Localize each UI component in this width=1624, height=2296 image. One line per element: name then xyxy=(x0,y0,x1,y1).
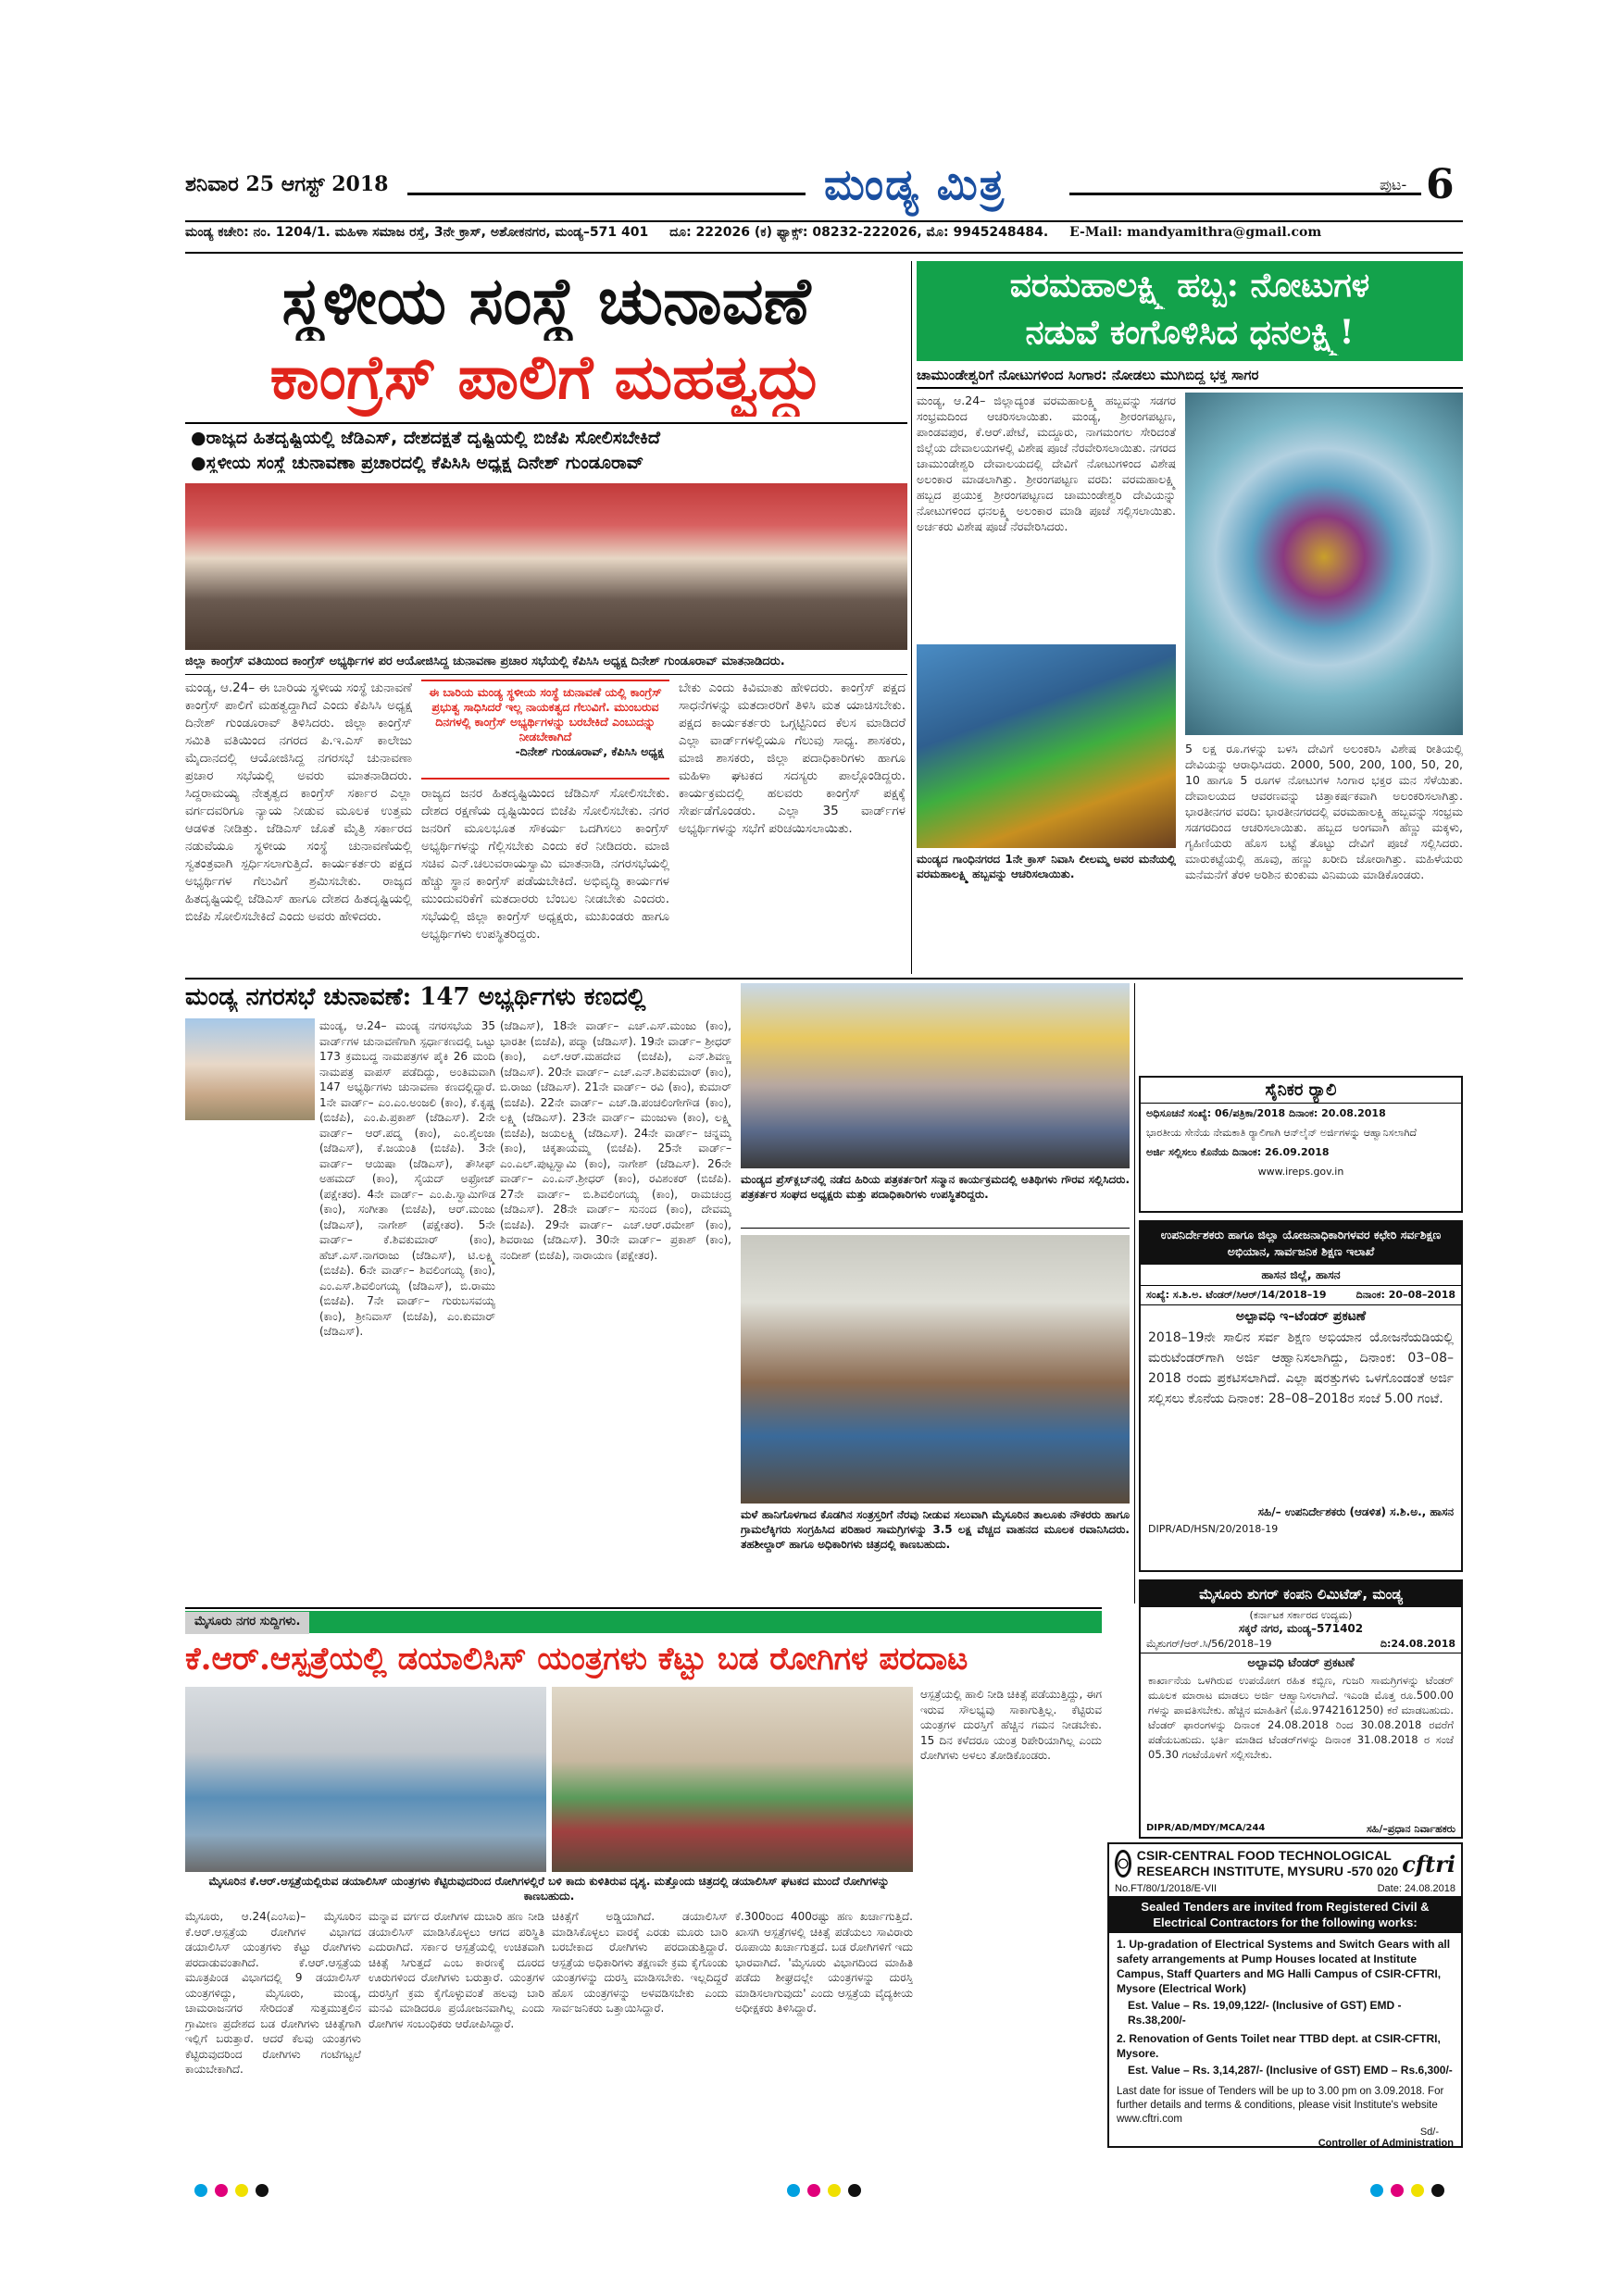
municipal-headline: ಮಂಡ್ಯ ನಗರಸಭೆ ಚುನಾವಣೆ: 147 ಅಭ್ಯರ್ಥಿಗಳು ಕಣದಲ್ಲಿ xyxy=(185,983,646,1011)
csir-emblem-icon xyxy=(1115,1850,1131,1878)
education-tender-location: ಹಾಸನ ಜಿಲ್ಲೆ, ಹಾಸನ xyxy=(1261,1267,1341,1281)
yellow-dot-icon xyxy=(1411,2184,1424,2197)
newspaper-title: ಮಂಡ್ಯ ಮಿತ್ರ xyxy=(824,159,1006,209)
registration-marks-left xyxy=(194,2183,276,2201)
cftri-title-2: RESEARCH INSTITUTE, MYSURU -570 020 xyxy=(1136,1864,1399,1878)
relief-truck-caption: ಮಳೆ ಹಾನಿಗೊಳಗಾದ ಕೊಡಗಿನ ಸಂತ್ರಸ್ತರಿಗೆ ನೆರವು ನೀಡುವ ಸಲುವಾಗಿ ಮೈಸೂರಿನ ತಾಲೂಕು ನೌಕರರು ಹಾಗೂ ಗ್ರಾಮಲೆಕ್ಕಿಗರು ಸಂಗ್ರಹಿಸಿದ ಪರಿಹಾರ ಸಾಮಗ್ರಿಗಳನ್ನು 3.5 ಲಕ್ಷ ವೆಚ್ಚದ ವಾಹನದ ಮೂಲಕ ರವಾನಿಸಿದರು. ತಹಶೀಲ್ದಾರ್ ಹಾಗೂ ಅಧಿಕಾರಿಗಳು ಚಿತ್ರದಲ್ಲಿ ಕಾಣಬಹುದು. xyxy=(741,1508,1130,1551)
education-tender-title: ಅಲ್ಪಾವಧಿ ಇ–ಟೆಂಡರ್ ಪ್ರಕಟಣೆ xyxy=(1235,1309,1367,1324)
education-tender xyxy=(1139,1220,1463,1572)
sugar-tender-ref-no: ಮೈಶುಗರ್/ಆರ್.ಸಿ/56/2018–19 xyxy=(1146,1638,1272,1650)
dialysis-text-col2: ಮನ್ನಾವ ವರ್ಗದ ರೋಗಿಗಳ ದುಬಾರಿ ಹಣ ನೀಡಿ ಡಯಾಲಿಸಿಸ್ ಮಾಡಿಸಿಕೊಳ್ಳಲು ಆಗದ ಪರಿಸ್ಥಿತಿ ಎದುರಾಗಿದೆ. ಸರ್ಕಾರ ಆಸ್ಪತ್ರೆಯಲ್ಲಿ ಉಚಿತವಾಗಿ ಚಿಕಿತ್ಸೆ ಸಿಗುತ್ತದೆ ಎಂಬ ಕಾರಣಕ್ಕೆ ದೂರದ ಊರುಗಳಿಂದ ರೋಗಿಗಳು ಬರುತ್ತಾರೆ. ಯಂತ್ರಗಳ ದುರಸ್ತಿಗೆ ಕ್ರಮ ಕೈಗೊಳ್ಳುವಂತೆ ಹಲವು ಬಾರಿ ಮನವಿ ಮಾಡಿದರೂ ಪ್ರಯೋಜನವಾಗಿಲ್ಲ ಎಂದು ರೋಗಿಗಳ ಸಂಬಂಧಿಕರು ಆರೋಪಿಸಿದ್ದಾರೆ. xyxy=(369,1910,544,2030)
rally-notice-line2: ಅರ್ಜಿ ಸಲ್ಲಿಸಲು ಕೊನೆಯ ದಿನಾಂಕ: 26.09.2018 xyxy=(1146,1146,1330,1158)
lead-bullet-1: ●ರಾಜ್ಯದ ಹಿತದೃಷ್ಟಿಯಲ್ಲಿ ಜೆಡಿಎಸ್, ದೇಶದಕ್ಷತೆ ದೃಷ್ಟಿಯಲ್ಲಿ ಬಿಜೆಪಿ ಸೋಲಿಸಬೇಕಿದೆ xyxy=(191,428,660,448)
press-club-photo xyxy=(741,983,1130,1168)
festival-headline-line1: ವರಮಹಾಲಕ್ಷ್ಮಿ ಹಬ್ಬ: ನೋಟುಗಳ xyxy=(1009,266,1370,305)
cftri-footer: Last date for issue of Tenders will be up to 3.00 pm on 3.09.2018. For further details and terms & conditions, please visit Institute's website www.cftri.com xyxy=(1117,2086,1444,2125)
black-dot-icon xyxy=(848,2184,861,2197)
magenta-dot-icon xyxy=(807,2184,820,2197)
lead-photo xyxy=(185,483,907,650)
cyan-dot-icon xyxy=(194,2184,207,2197)
cftri-ref-no: No.FT/80/1/2018/E-VII xyxy=(1115,1883,1218,1894)
education-tender-header: ಉಪನಿರ್ದೇಶಕರು ಹಾಗೂ ಜಿಲ್ಲಾ ಯೋಜನಾಧಿಕಾರಿಗಳವರ ಕಛೇರಿ ಸರ್ವಶಿಕ್ಷಣ ಅಭಿಯಾನ, ಸಾರ್ವಜನಿಕ ಶಿಕ್ಷಣ ಇಲಾಖೆ xyxy=(1141,1222,1461,1265)
cftri-item-1-value: Est. Value – Rs. 19,09,122/- (Inclusive of GST) EMD - Rs.38,200/- xyxy=(1128,1999,1402,2027)
festival-text-side: 5 ಲಕ್ಷ ರೂ.ಗಳನ್ನು ಬಳಸಿ ದೇವಿಗೆ ಅಲಂಕರಿಸಿ ವಿಶೇಷ ರೀತಿಯಲ್ಲಿ ದೇವಿಯನ್ನು ಆರಾಧಿಸಿದರು. 2000, 500, 200, 100, 50, 20, 10 ಹಾಗೂ 5 ರೂಗಳ ನೋಟುಗಳ ಸಿಂಗಾರ ಭಕ್ತರ ಮನ ಸೆಳೆಯಿತು. ದೇವಾಲಯದ ಆವರಣವನ್ನು ಚಿತ್ತಾಕರ್ಷಕವಾಗಿ ಅಲಂಕರಿಸಲಾಗಿತ್ತು. ಭಾರತೀನಗರ ವರದಿ: ಭಾರತೀನಗರದಲ್ಲಿ ವರಮಹಾಲಕ್ಷ್ಮಿ ಹಬ್ಬವನ್ನು ಸಂಭ್ರಮ ಸಡಗರದಿಂದ ಆಚರಿಸಲಾಯಿತು. ಹಬ್ಬದ ಅಂಗವಾಗಿ ಹೆಣ್ಣು ಮಕ್ಕಳು, ಗೃಹಿಣಿಯರು ಹೊಸ ಬಟ್ಟೆ ತೊಟ್ಟು ದೇವಿಗೆ ಪೂಜೆ ಸಲ್ಲಿಸಿದರು. ಮಾರುಕಟ್ಟೆಯಲ್ಲಿ ಹೂವು, ಹಣ್ಣು ಖರೀದಿ ಜೋರಾಗಿತ್ತು. ಮಹಿಳೆಯರು ಮನೆಮನೆಗೆ ತೆರಳಿ ಅರಿಶಿನ ಕುಂಕುಮ ವಿನಿಮಯ ಮಾಡಿಕೊಂಡರು. xyxy=(1185,742,1463,881)
education-tender-ref-date: ದಿನಾಂಕ: 20–08–2018 xyxy=(1355,1289,1455,1301)
cftri-sign-1: Sd/- xyxy=(1419,2127,1439,2138)
cftri-banner-line1: Sealed Tenders are invited from Registered Civil & xyxy=(1141,1900,1430,1914)
cftri-tender xyxy=(1107,1842,1463,2148)
municipal-text-col1b xyxy=(185,1124,315,1602)
festival-headline-line2: ನಡುವೆ ಕಂಗೊಳಿಸಿದ ಧನಲಕ್ಷ್ಮಿ! xyxy=(1025,313,1355,352)
lead-text-col1: ಮಂಡ್ಯ, ಆ.24– ಈ ಬಾರಿಯ ಸ್ಥಳೀಯ ಸಂಸ್ಥೆ ಚುನಾವಣೆ ಕಾಂಗ್ರೆಸ್ ಪಾಲಿಗೆ ಮಹತ್ವದ್ದಾಗಿದೆ ಎಂದು ಕೆಪಿಸಿಸಿ ಅಧ್ಯಕ್ಷ ದಿನೇಶ್ ಗುಂಡೂರಾವ್ ತಿಳಿಸಿದರು. ಜಿಲ್ಲಾ ಕಾಂಗ್ರೆಸ್ ಸಮಿತಿ ವತಿಯಿಂದ ನಗರದ ಪಿ.ಇ.ಎಸ್ ಕಾಲೇಜು ಮೈದಾನದಲ್ಲಿ ಆಯೋಜಿಸಿದ್ದ ನಗರಸಭೆ ಚುನಾವಣಾ ಪ್ರಚಾರ ಸಭೆಯಲ್ಲಿ ಅವರು ಮಾತನಾಡಿದರು. ಸಿದ್ದರಾಮಯ್ಯ ನೇತೃತ್ವದ ಕಾಂಗ್ರೆಸ್ ಸರ್ಕಾರ ಎಲ್ಲಾ ವರ್ಗದವರಿಗೂ ನ್ಯಾಯ ನೀಡುವ ಮೂಲಕ ಉತ್ತಮ ಆಡಳಿತ ನೀಡಿತ್ತು. ಜೆಡಿಎಸ್ ಜೊತೆ ಮೈತ್ರಿ ಸರ್ಕಾರದ ನಡುವೆಯೂ ಸ್ಥಳೀಯ ಸಂಸ್ಥೆ ಚುನಾವಣೆಯಲ್ಲಿ ಸ್ವತಂತ್ರವಾಗಿ ಸ್ಪರ್ಧಿಸಲಾಗುತ್ತಿದೆ. ಕಾರ್ಯಕರ್ತರು ಪಕ್ಷದ ಅಭ್ಯರ್ಥಿಗಳ ಗೆಲುವಿಗೆ ಶ್ರಮಿಸಬೇಕು. ರಾಜ್ಯದ ಹಿತದೃಷ್ಟಿಯಲ್ಲಿ ಜೆಡಿಎಸ್ ಹಾಗೂ ದೇಶದ ಹಿತದೃಷ್ಟಿಯಲ್ಲಿ ಬಿಜೆಪಿ ಸೋಲಿಸಬೇಕಿದೆ ಎಂದು ಅವರು ಹೇಳಿದರು. xyxy=(185,680,412,924)
festival-headline-box xyxy=(917,261,1463,361)
dialysis-caption: ಮೈಸೂರಿನ ಕೆ.ಆರ್.ಆಸ್ಪತ್ರೆಯಲ್ಲಿರುವ ಡಯಾಲಿಸಿಸ್ ಯಂತ್ರಗಳು ಕೆಟ್ಟಿರುವುದರಿಂದ ರೋಗಿಗಳಲ್ಲಿರೆ ಬಳಿ ಕಾದು ಕುಳಿತಿರುವ ದೃಶ್ಯ. ಮತ್ತೊಂದು ಚಿತ್ರದಲ್ಲಿ ಡಯಾಲಿಸಿಸ್ ಘಟಕದ ಮುಂದೆ ರೋಗಿಗಳನ್ನು ಕಾಣಬಹುದು. xyxy=(208,1875,890,1903)
sugar-tender-ref-date: ದಿ:24.08.2018 xyxy=(1380,1638,1455,1650)
lead-text-col3: ಬೇಕು ಎಂದು ಕಿವಿಮಾತು ಹೇಳಿದರು. ಕಾಂಗ್ರೆಸ್ ಪಕ್ಷದ ಸಾಧನೆಗಳನ್ನು ಮತದಾರರಿಗೆ ತಿಳಿಸಿ ಮತ ಯಾಚಿಸಬೇಕು. ಪಕ್ಷದ ಕಾರ್ಯಕರ್ತರು ಒಗ್ಗಟ್ಟಿನಿಂದ ಕೆಲಸ ಮಾಡಿದರೆ ಎಲ್ಲಾ ವಾರ್ಡ್‌ಗಳಲ್ಲಿಯೂ ಗೆಲುವು ಸಾಧ್ಯ. ಶಾಸಕರು, ಮಾಜಿ ಶಾಸಕರು, ಜಿಲ್ಲಾ ಪದಾಧಿಕಾರಿಗಳು ಹಾಗೂ ಮಹಿಳಾ ಘಟಕದ ಸದಸ್ಯರು ಪಾಲ್ಗೊಂಡಿದ್ದರು. ಕಾರ್ಯಕ್ರಮದಲ್ಲಿ ಹಲವರು ಕಾಂಗ್ರೆಸ್ ಪಕ್ಷಕ್ಕೆ ಸೇರ್ಪಡೆಗೊಂಡರು. ಎಲ್ಲಾ 35 ವಾರ್ಡ್‌ಗಳ ಅಭ್ಯರ್ಥಿಗಳನ್ನು ಸಭೆಗೆ ಪರಿಚಯಿಸಲಾಯಿತು. xyxy=(679,680,906,836)
dialysis-waiting-photo xyxy=(552,1687,913,1872)
cftri-date: Date: 24.08.2018 xyxy=(1377,1883,1455,1894)
municipal-building-photo xyxy=(185,1018,315,1120)
cftri-item-1: 1. Up-gradation of Electrical Systems and Switch Gears with all safety arrangements at Pump Houses located at Institute Campus, Staff Quarters and MG Halli Campus of CSIR-CFTRI, Mysore (Electrical Work) xyxy=(1117,1938,1451,1995)
dialysis-text-col5: ಆಸ್ಪತ್ರೆಯಲ್ಲಿ ಹಾಲಿ ನೀಡಿ ಚಿಕಿತ್ಸೆ ಪಡೆಯುತ್ತಿದ್ದು, ಈಗ ಇರುವ ಸೌಲಭ್ಯವು ಸಾಕಾಗುತ್ತಿಲ್ಲ. ಕೆಟ್ಟಿರುವ ಯಂತ್ರಗಳ ದುರಸ್ತಿಗೆ ಹೆಚ್ಚಿನ ಗಮನ ನೀಡಬೇಕು. 15 ದಿನ ಕಳೆದರೂ ಯಂತ್ರ ರಿಪೇರಿಯಾಗಿಲ್ಲ ಎಂದು ರೋಗಿಗಳು ಅಳಲು ತೋಡಿಕೊಂಡರು. xyxy=(920,1688,1102,1762)
masthead xyxy=(185,159,1463,215)
issue-date: ಶನಿವಾರ 25 ಆಗಸ್ಟ್ 2018 xyxy=(185,172,389,196)
relief-truck-photo xyxy=(741,1235,1130,1504)
magenta-dot-icon xyxy=(1391,2184,1404,2197)
office-email: E-Mail: mandyamithra@gmail.com xyxy=(1069,225,1322,240)
cftri-banner xyxy=(1109,1896,1461,1933)
cftri-banner-line2: Electrical Contractors for the following works: xyxy=(1153,1915,1418,1929)
festival-subhead: ಚಾಮುಂಡೇಶ್ವರಿಗೆ ನೋಟುಗಳಿಂದ ಸಿಂಗಾರ: ನೋಡಲು ಮುಗಿಬಿದ್ದ ಭಕ್ತ ಸಾಗರ xyxy=(917,367,1463,389)
dialysis-ward-photo xyxy=(185,1687,546,1872)
rally-notice-ref: ಅಧಿಸೂಚನೆ ಸಂಖ್ಯೆ: 06/ಪತ್ರಿಕಾ/2018 ದಿನಾಂಕ: 20.08.2018 xyxy=(1146,1107,1386,1119)
mysore-section-label: ಮೈಸೂರು ನಗರ ಸುದ್ದಿಗಳು. xyxy=(185,1612,309,1634)
sugar-tender-address: ಸಕ್ಕರೆ ನಗರ, ಮಂಡ್ಯ–571402 xyxy=(1238,1622,1364,1635)
lead-bullet-2: ●ಸ್ಥಳೀಯ ಸಂಸ್ಥೆ ಚುನಾವಣಾ ಪ್ರಚಾರದಲ್ಲಿ ಕೆಪಿಸಿಸಿ ಅಧ್ಯಕ್ಷ ದಿನೇಶ್ ಗುಂಡೂರಾವ್ xyxy=(191,453,644,473)
festival-text-top: ಮಂಡ್ಯ, ಆ.24– ಜಿಲ್ಲಾದ್ಯಂತ ವರಮಹಾಲಕ್ಷ್ಮಿ ಹಬ್ಬವನ್ನು ಸಡಗರ ಸಂಭ್ರಮದಿಂದ ಆಚರಿಸಲಾಯಿತು. ಮಂಡ್ಯ, ಶ್ರೀರಂಗಪಟ್ಟಣ, ಪಾಂಡವಪುರ, ಕೆ.ಆರ್.ಪೇಟೆ, ಮದ್ದೂರು, ನಾಗಮಂಗಲ ಸೇರಿದಂತೆ ಜಿಲ್ಲೆಯ ದೇವಾಲಯಗಳಲ್ಲಿ ವಿಶೇಷ ಪೂಜೆ ನೆರವೇರಿಸಲಾಯಿತು. ನಗರದ ಚಾಮುಂಡೇಶ್ವರಿ ದೇವಾಲಯದಲ್ಲಿ ದೇವಿಗೆ ನೋಟುಗಳಿಂದ ವಿಶೇಷ ಅಲಂಕಾರ ಮಾಡಲಾಗಿತ್ತು. ಶ್ರೀರಂಗಪಟ್ಟಣ ವರದಿ: ವರಮಹಾಲಕ್ಷ್ಮಿ ಹಬ್ಬದ ಪ್ರಯುಕ್ತ ಶ್ರೀರಂಗಪಟ್ಟಣದ ಚಾಮುಂಡೇಶ್ವರಿ ದೇವಿಯನ್ನು ನೋಟುಗಳಿಂದ ಧನಲಕ್ಷ್ಮಿ ಅಲಂಕಾರ ಮಾಡಿ ಪೂಜೆ ಸಲ್ಲಿಸಲಾಯಿತು. ಅರ್ಚಕರು ವಿಶೇಷ ಪೂಜೆ ನೆರವೇರಿಸಿದರು. xyxy=(917,393,1176,533)
sugar-tender-sign: ಸಹಿ/–ಪ್ರಧಾನ ನಿರ್ವಾಹಕರು xyxy=(1366,1823,1455,1835)
festival-story xyxy=(917,261,1463,974)
sugar-tender-subtitle: (ಕರ್ನಾಟಕ ಸರ್ಕಾರದ ಉದ್ಯಮ) xyxy=(1249,1609,1353,1621)
sugar-tender-body: ಕಾರ್ಖಾನೆಯ ಒಳಗಿರುವ ಉಪಯೋಗ ರಹಿತ ಕಬ್ಬಿಣ, ಗುಜರಿ ಸಾಮಗ್ರಿಗಳನ್ನು ಟೆಂಡರ್ ಮೂಲಕ ಮಾರಾಟ ಮಾಡಲು ಅರ್ಜಿ ಆಹ್ವಾನಿಸಲಾಗಿದೆ. ಇಎಂಡಿ ಮೊತ್ತ ರೂ.500.00 ಗಳನ್ನು ಪಾವತಿಸಬೇಕು. ಹೆಚ್ಚಿನ ಮಾಹಿತಿಗೆ (ಮೊ.9742161250) ಕರೆ ಮಾಡಬಹುದು. ಟೆಂಡರ್ ಫಾರಂಗಳನ್ನು ದಿನಾಂಕ 24.08.2018 ರಿಂದ 30.08.2018 ರವರೆಗೆ ಪಡೆಯಬಹುದು. ಭರ್ತಿ ಮಾಡಿದ ಟೆಂಡರ್‌ಗಳನ್ನು ದಿನಾಂಕ 31.08.2018 ರ ಸಂಜೆ 05.30 ಗಂಟೆಯೊಳಗೆ ಸಲ್ಲಿಸಬೇಕು. xyxy=(1148,1674,1454,1761)
lead-story xyxy=(185,261,907,974)
education-tender-body: 2018–19ನೇ ಸಾಲಿನ ಸರ್ವ ಶಿಕ್ಷಣ ಅಭಿಯಾನ ಯೋಜನೆಯಡಿಯಲ್ಲಿ ಮರುಟೆಂಡರ್‌ಗಾಗಿ ಅರ್ಜಿ ಆಹ್ವಾನಿಸಲಾಗಿದ್ದು, ದಿನಾಂಕ: 03–08–2018 ರಂದು ಪ್ರಕಟಿಸಲಾಗಿದೆ. ಎಲ್ಲಾ ಷರತ್ತುಗಳು ಒಳಗೊಂಡಂತೆ ಅರ್ಜಿ ಸಲ್ಲಿಸಲು ಕೊನೆಯ ದಿನಾಂಕ: 28–08–2018ರ ಸಂಜೆ 5.00 ಗಂಟೆ. xyxy=(1148,1330,1454,1406)
address-bar xyxy=(185,225,1463,249)
cftri-logo-text: cftri xyxy=(1402,1850,1455,1878)
rally-notice-site[interactable]: www.ireps.gov.in xyxy=(1257,1166,1344,1178)
dialysis-text-col3: ಚಿಕಿತ್ಸೆಗೆ ಅಡ್ಡಿಯಾಗಿದೆ. ಡಯಾಲಿಸಿಸ್ ಮಾಡಿಸಿಕೊಳ್ಳಲು ವಾರಕ್ಕೆ ಎರಡು ಮೂರು ಬಾರಿ ಬರಬೇಕಾದ ರೋಗಿಗಳು ಪರದಾಡುತ್ತಿದ್ದಾರೆ. ಆಸ್ಪತ್ರೆಯ ಅಧಿಕಾರಿಗಳು ತಕ್ಷಣವೇ ಕ್ರಮ ಕೈಗೊಂಡು ಯಂತ್ರಗಳನ್ನು ದುರಸ್ತಿ ಮಾಡಿಸಬೇಕು. ಇಲ್ಲದಿದ್ದರೆ ಹೊಸ ಯಂತ್ರಗಳನ್ನು ಅಳವಡಿಸಬೇಕು ಎಂದು ಸಾರ್ವಜನಿಕರು ಒತ್ತಾಯಿಸಿದ್ದಾರೆ. xyxy=(552,1910,728,2015)
rally-notice-title: ಸೈನಿಕರ ರ್‍ಯಾಲಿ xyxy=(1141,1078,1461,1104)
festival-deity-photo xyxy=(1185,393,1463,735)
lead-headline-line2: ಕಾಂಗ್ರೆಸ್ ಪಾಲಿಗೆ ಮಹತ್ವದ್ದು xyxy=(269,341,823,413)
festival-home-photo xyxy=(917,644,1176,848)
yellow-dot-icon xyxy=(235,2184,248,2197)
office-address: ಮಂಡ್ಯ ಕಚೇರಿ: ನಂ. 1204/1. ಮಹಿಳಾ ಸಮಾಜ ರಸ್ತೆ, 3ನೇ ಕ್ರಾಸ್, ಅಶೋಕನಗರ, ಮಂಡ್ಯ–571 401 xyxy=(185,225,649,240)
education-tender-ref-no: ಸಂಖ್ಯೆ: ಸ.ಶಿ.ಅ. ಟೆಂಡರ್/ಸಿಆರ್/14/2018–19 xyxy=(1146,1289,1327,1301)
registration-marks-center xyxy=(787,2183,868,2201)
sugar-tender-dipr: DIPR/AD/MDY/MCA/244 xyxy=(1146,1823,1266,1833)
rally-notice-line1: ಭಾರತೀಯ ಸೇನೆಯ ನೇಮಕಾತಿ ರ್‍ಯಾಲಿಗಾಗಿ ಆನ್‌ಲೈನ್ ಅರ್ಜಿಗಳನ್ನು ಆಹ್ವಾನಿಸಲಾಗಿದೆ xyxy=(1146,1127,1417,1139)
mysore-section-bar xyxy=(185,1611,1102,1633)
lead-text-col2: ರಾಜ್ಯದ ಜನರ ಹಿತದೃಷ್ಟಿಯಿಂದ ಜೆಡಿಎಸ್ ಸೋಲಿಸಬೇಕು. ದೇಶದ ರಕ್ಷಣೆಯ ದೃಷ್ಟಿಯಿಂದ ಬಿಜೆಪಿ ಸೋಲಿಸಬೇಕು. ನಗರ ಜನರಿಗೆ ಮೂಲಭೂತ ಸೌಕರ್ಯ ಒದಗಿಸಲು ಕಾಂಗ್ರೆಸ್ ಅಭ್ಯರ್ಥಿಗಳನ್ನು ಗೆಲ್ಲಿಸಬೇಕು ಎಂದು ಕರೆ ನೀಡಿದರು. ಮಾಜಿ ಸಚಿವ ಎನ್.ಚಲುವರಾಯಸ್ವಾಮಿ ಮಾತನಾಡಿ, ನಗರಸಭೆಯಲ್ಲಿ ಹೆಚ್ಚು ಸ್ಥಾನ ಕಾಂಗ್ರೆಸ್ ಪಡೆಯಬೇಕಿದೆ. ಅಭಿವೃದ್ಧಿ ಕಾರ್ಯಗಳ ಮುಂದುವರಿಕೆಗೆ ಮತದಾರರು ಬೆಂಬಲ ನೀಡಬೇಕು ಎಂದರು. ಸಭೆಯಲ್ಲಿ ಜಿಲ್ಲಾ ಕಾಂಗ್ರೆಸ್ ಅಧ್ಯಕ್ಷರು, ಮುಖಂಡರು ಹಾಗೂ ಅಭ್ಯರ್ಥಿಗಳು ಉಪಸ್ಥಿತರಿದ್ದರು. xyxy=(421,786,669,942)
cyan-dot-icon xyxy=(1370,2184,1383,2197)
lead-headline-line1: ಸ್ಥಳೀಯ ಸಂಸ್ಥೆ ಚುನಾವಣೆ xyxy=(281,262,811,339)
lead-pullquote: ಈ ಬಾರಿಯ ಮಂಡ್ಯ ಸ್ಥಳೀಯ ಸಂಸ್ಥೆ ಚುನಾವಣೆ ಯಲ್ಲಿ ಕಾಂಗ್ರೆಸ್ ಪ್ರಭುತ್ವ ಸಾಧಿಸಿದರೆ ಇಲ್ಲ ನಾಯಕತ್ವದ ಗೆಲುವಿಗೆ. ಮುಂಬರುವ ದಿನಗಳಲ್ಲಿ ಕಾಂಗ್ರೆಸ್ ಅಭ್ಯರ್ಥಿಗಳನ್ನು ಬರಬೇಕಿದೆ ಎಂಬುದನ್ನು ನೀಡಬೇಕಾಗಿದೆ xyxy=(429,685,662,743)
municipal-text-col2: (ಜೆಡಿಎಸ್), 18ನೇ ವಾರ್ಡ್– ಎಚ್.ಎಸ್.ಮಂಜು (ಕಾಂ), ಭಾರತೀ (ಬಿಜೆಪಿ), ಪದ್ಮಾ (ಜೆಡಿಎಸ್). 19ನೇ ವಾರ್ಡ್– ಶ್ರೀಧರ್ (ಕಾಂ), ಎಲ್.ಆರ್.ಮಹದೇವ (ಬಿಜೆಪಿ), ಎನ್.ಶಿವಣ್ಣ (ಜೆಡಿಎಸ್). 20ನೇ ವಾರ್ಡ್– ಎಚ್.ಎನ್.ಶಿವಕುಮಾರ್ (ಕಾಂ), ಬಿ.ರಾಜು (ಜೆಡಿಎಸ್). 21ನೇ ವಾರ್ಡ್– ರವಿ (ಕಾಂ), ಕುಮಾರ್ (ಬಿಜೆಪಿ). 22ನೇ ವಾರ್ಡ್– ಎಚ್.ಡಿ.ಪಂಚಲಿಂಗೇಗೌಡ (ಕಾಂ), ಲಕ್ಷ್ಮಿ (ಜೆಡಿಎಸ್). 23ನೇ ವಾರ್ಡ್– ಮಂಜುಳಾ (ಕಾಂ), ಲಕ್ಷ್ಮಿ (ಬಿಜೆಪಿ), ಜಯಲಕ್ಷ್ಮಿ (ಜೆಡಿಎಸ್). 24ನೇ ವಾರ್ಡ್– ಚನ್ನಮ್ಮ (ಕಾಂ), ಚಿಕ್ಕತಾಯಮ್ಮ (ಬಿಜೆಪಿ). 25ನೇ ವಾರ್ಡ್– ಎಂ.ಎಲ್.ಪುಟ್ಟಸ್ವಾಮಿ (ಕಾಂ), ನಾಗೇಶ್ (ಜೆಡಿಎಸ್). 26ನೇ ವಾರ್ಡ್– ಎಂ.ಎನ್.ಶ್ರೀಧರ್ (ಕಾಂ), ರವಿಶಂಕರ್ (ಬಿಜೆಪಿ). 27ನೇ ವಾರ್ಡ್– ಬಿ.ಶಿವಲಿಂಗಯ್ಯ (ಕಾಂ), ರಾಮಚಂದ್ರ (ಜೆಡಿಎಸ್). 28ನೇ ವಾರ್ಡ್– ಸುನಂದ (ಕಾಂ), ದೇವಮ್ಮ (ಬಿಜೆಪಿ). 29ನೇ ವಾರ್ಡ್– ಎಚ್.ಆರ್.ರಮೇಶ್ (ಕಾಂ), ಶಿವರಾಜು (ಜೆಡಿಎಸ್). 30ನೇ ವಾರ್ಡ್– ಪ್ರಕಾಶ್ (ಕಾಂ), ನಂದೀಶ್ (ಬಿಜೆಪಿ), ನಾರಾಯಣ (ಪಕ್ಷೇತರ). xyxy=(500,1019,731,1262)
festival-home-caption: ಮಂಡ್ಯದ ಗಾಂಧಿನಗರದ 1ನೇ ಕ್ರಾಸ್ ನಿವಾಸಿ ಲೀಲಮ್ಮ ಅವರ ಮನೆಯಲ್ಲಿ ವರಮಹಾಲಕ್ಷ್ಮಿ ಹಬ್ಬವನ್ನು ಆಚರಿಸಲಾಯಿತು. xyxy=(917,853,1176,880)
cftri-item-2-value: Est. Value – Rs. 3,14,287/- (Inclusive of GST) EMD – Rs.6,300/- xyxy=(1128,2064,1453,2077)
yellow-dot-icon xyxy=(828,2184,841,2197)
education-tender-dipr: DIPR/AD/HSN/20/2018-19 xyxy=(1148,1523,1279,1535)
page-number: 6 xyxy=(1426,161,1455,208)
black-dot-icon xyxy=(256,2184,269,2197)
lead-pullquote-attribution: -ದಿನೇಶ್ ಗುಂಡೂರಾವ್, ಕೆಪಿಸಿಸಿ ಅಧ್ಯಕ್ಷ xyxy=(515,744,664,758)
sugar-tender-title: ಮೈಸೂರು ಶುಗರ್ ಕಂಪನಿ ಲಿಮಿಟೆಡ್, ಮಂಡ್ಯ xyxy=(1141,1581,1461,1607)
sugar-tender-notice-title: ಅಲ್ಪಾವಧಿ ಟೆಂಡರ್ ಪ್ರಕಟಣೆ xyxy=(1247,1656,1355,1670)
municipal-text-col1: ಮಂಡ್ಯ, ಆ.24– ಮಂಡ್ಯ ನಗರಸಭೆಯ 35 ವಾರ್ಡ್‌ಗಳ ಚುನಾವಣೆಗಾಗಿ ಸ್ಪರ್ಧಾಕಣದಲ್ಲಿ ಒಟ್ಟು 173 ಕ್ರಮಬದ್ಧ ನಾಮಪತ್ರಗಳ ಪೈಕಿ 26 ಮಂದಿ ನಾಮಪತ್ರ ವಾಪಸ್ ಪಡೆದಿದ್ದು, ಅಂತಿಮವಾಗಿ 147 ಅಭ್ಯರ್ಥಿಗಳು ಚುನಾವಣಾ ಕಣದಲ್ಲಿದ್ದಾರೆ. 1ನೇ ವಾರ್ಡ್– ಎಂ.ಎಂ.ಅಂಜಲಿ (ಕಾಂ), ಕೆ.ಕೃಷ್ಣ (ಬಿಜೆಪಿ), ಎಂ.ಪಿ.ಪ್ರಕಾಶ್ (ಜೆಡಿಎಸ್). 2ನೇ ವಾರ್ಡ್– ಆರ್.ಪದ್ಮ (ಕಾಂ), ಎಂ.ಶೈಲಜಾ (ಜೆಡಿಎಸ್), ಕೆ.ಜಯಂತಿ (ಬಿಜೆಪಿ). 3ನೇ ವಾರ್ಡ್– ಆಯಿಷಾ (ಜೆಡಿಎಸ್), ತೌಸೀಫ್ ಅಹಮದ್ (ಕಾಂ), ಸೈಯದ್ ಅಫ್ರೋಜ್ (ಪಕ್ಷೇತರ). 4ನೇ ವಾರ್ಡ್– ಎಂ.ಪಿ.ಸ್ವಾಮಿಗೌಡ (ಕಾಂ), ಸಂಗೀತಾ (ಬಿಜೆಪಿ), ಆರ್.ಮಂಜು (ಜೆಡಿಎಸ್), ನಾಗೇಶ್ (ಪಕ್ಷೇತರ). 5ನೇ ವಾರ್ಡ್– ಕೆ.ಶಿವಕುಮಾರ್ (ಕಾಂ), ಹೆಚ್.ಎಸ್.ನಾಗರಾಜು (ಜೆಡಿಎಸ್), ಟಿ.ಲಕ್ಷ್ಮಿ (ಬಿಜೆಪಿ). 6ನೇ ವಾರ್ಡ್– ಶಿವಲಿಂಗಯ್ಯ (ಕಾಂ), ಎಂ.ಎಸ್.ಶಿವಲಿಂಗಯ್ಯ (ಜೆಡಿಎಸ್), ಬಿ.ರಾಮು (ಬಿಜೆಪಿ). 7ನೇ ವಾರ್ಡ್– ಗುರುಬಸವಯ್ಯ (ಕಾಂ), ಶ್ರೀನಿವಾಸ್ (ಬಿಜೆಪಿ), ಎಂ.ಕುಮಾರ್ (ಜೆಡಿಎಸ್). xyxy=(319,1019,495,1338)
cyan-dot-icon xyxy=(787,2184,800,2197)
lead-photo-caption: ಜಿಲ್ಲಾ ಕಾಂಗ್ರೆಸ್ ವತಿಯಿಂದ ಕಾಂಗ್ರೆಸ್ ಅಭ್ಯರ್ಥಿಗಳ ಪರ ಆಯೋಜಿಸಿದ್ದ ಚುನಾವಣಾ ಪ್ರಚಾರ ಸಭೆಯಲ್ಲಿ ಕೆಪಿಸಿಸಿ ಅಧ್ಯಕ್ಷ ದಿನೇಶ್ ಗುಂಡೂರಾವ್ ಮಾತನಾಡಿದರು. xyxy=(185,655,785,668)
cftri-sign-2: Controller of Administration xyxy=(1318,2138,1454,2148)
press-club-caption: ಮಂಡ್ಯದ ಪ್ರೆಸ್‌ಕ್ಲಬ್‌ನಲ್ಲಿ ನಡೆದ ಹಿರಿಯ ಪತ್ರಕರ್ತರಿಗೆ ಸನ್ಮಾನ ಕಾರ್ಯಕ್ರಮದಲ್ಲಿ ಅತಿಥಿಗಳು ಗೌರವ ಸಲ್ಲಿಸಿದರು. ಪತ್ರಕರ್ತರ ಸಂಘದ ಅಧ್ಯಕ್ಷರು ಮತ್ತು ಪದಾಧಿಕಾರಿಗಳು ಉಪಸ್ಥಿತರಿದ್ದರು. xyxy=(741,1173,1130,1201)
magenta-dot-icon xyxy=(215,2184,228,2197)
lead-pullquote-box xyxy=(421,680,669,780)
black-dot-icon xyxy=(1431,2184,1444,2197)
dialysis-headline: ಕೆ.ಆರ್.ಆಸ್ಪತ್ರೆಯಲ್ಲಿ ಡಯಾಲಿಸಿಸ್ ಯಂತ್ರಗಳು ಕೆಟ್ಟು ಬಡ ರೋಗಿಗಳ ಪರದಾಟ xyxy=(185,1641,968,1678)
education-tender-sign: ಸಹಿ/– ಉಪನಿರ್ದೇಶಕರು (ಆಡಳಿತ) ಸ.ಶಿ.ಅ., ಹಾಸನ xyxy=(1257,1505,1454,1518)
office-phone: ದೂ: 222026 (ಕ) ಫ್ಯಾಕ್ಸ್: 08232-222026, ಮೊ: 9945248484. xyxy=(669,225,1049,240)
dialysis-text-col1: ಮೈಸೂರು, ಆ.24(ಎಂಸಿಐ)– ಮೈಸೂರಿನ ಕೆ.ಆರ್.ಆಸ್ಪತ್ರೆಯ ರೋಗಿಗಳ ವಿಭಾಗದ ಡಯಾಲಿಸಿಸ್ ಯಂತ್ರಗಳು ಕೆಟ್ಟು ರೋಗಿಗಳು ಪರದಾಡುವಂತಾಗಿದೆ. ಕೆ.ಆರ್.ಆಸ್ಪತ್ರೆಯ ಮೂತ್ರಪಿಂಡ ವಿಭಾಗದಲ್ಲಿ 9 ಡಯಾಲಿಸಿಸ್ ಯಂತ್ರಗಳಿದ್ದು, ಮೈಸೂರು, ಮಂಡ್ಯ, ಚಾಮರಾಜನಗರ ಸೇರಿದಂತೆ ಸುತ್ತಮುತ್ತಲಿನ ಗ್ರಾಮೀಣ ಪ್ರದೇಶದ ಬಡ ರೋಗಿಗಳು ಚಿಕಿತ್ಸೆಗಾಗಿ ಇಲ್ಲಿಗೆ ಬರುತ್ತಾರೆ. ಆದರೆ ಕೆಲವು ಯಂತ್ರಗಳು ಕೆಟ್ಟಿರುವುದರಿಂದ ರೋಗಿಗಳು ಗಂಟೆಗಟ್ಟಲೆ ಕಾಯಬೇಕಾಗಿದೆ. xyxy=(185,1910,361,2076)
dialysis-text-col4: ಕೆ.300ರಿಂದ 400ರಷ್ಟು ಹಣ ಖರ್ಚಾಗುತ್ತಿದೆ. ಖಾಸಗಿ ಆಸ್ಪತ್ರೆಗಳಲ್ಲಿ ಚಿಕಿತ್ಸೆ ಪಡೆಯಲು ಸಾವಿರಾರು ರೂಪಾಯಿ ಖರ್ಚಾಗುತ್ತದೆ. ಬಡ ರೋಗಿಗಳಿಗೆ ಇದು ಭಾರವಾಗಿದೆ. 'ಮೈಸೂರು ವಿಭಾಗದಿಂದ ಮಾಹಿತಿ ಪಡೆದು ಶೀಘ್ರದಲ್ಲೇ ಯಂತ್ರಗಳನ್ನು ದುರಸ್ತಿ ಮಾಡಿಸಲಾಗುವುದು' ಎಂದು ಆಸ್ಪತ್ರೆಯ ವೈದ್ಯಕೀಯ ಅಧೀಕ್ಷಕರು ತಿಳಿಸಿದ್ದಾರೆ. xyxy=(735,1910,913,2015)
rally-notice xyxy=(1139,1076,1463,1213)
page-label: ಪುಟ- xyxy=(1380,176,1407,193)
cftri-title-1: CSIR-CENTRAL FOOD TECHNOLOGICAL xyxy=(1136,1848,1392,1863)
registration-marks-right xyxy=(1370,2183,1452,2201)
cftri-item-2: 2. Renovation of Gents Toilet near TTBD dept. at CSIR-CFTRI, Mysore. xyxy=(1117,2032,1441,2060)
sugar-tender xyxy=(1139,1579,1463,1839)
